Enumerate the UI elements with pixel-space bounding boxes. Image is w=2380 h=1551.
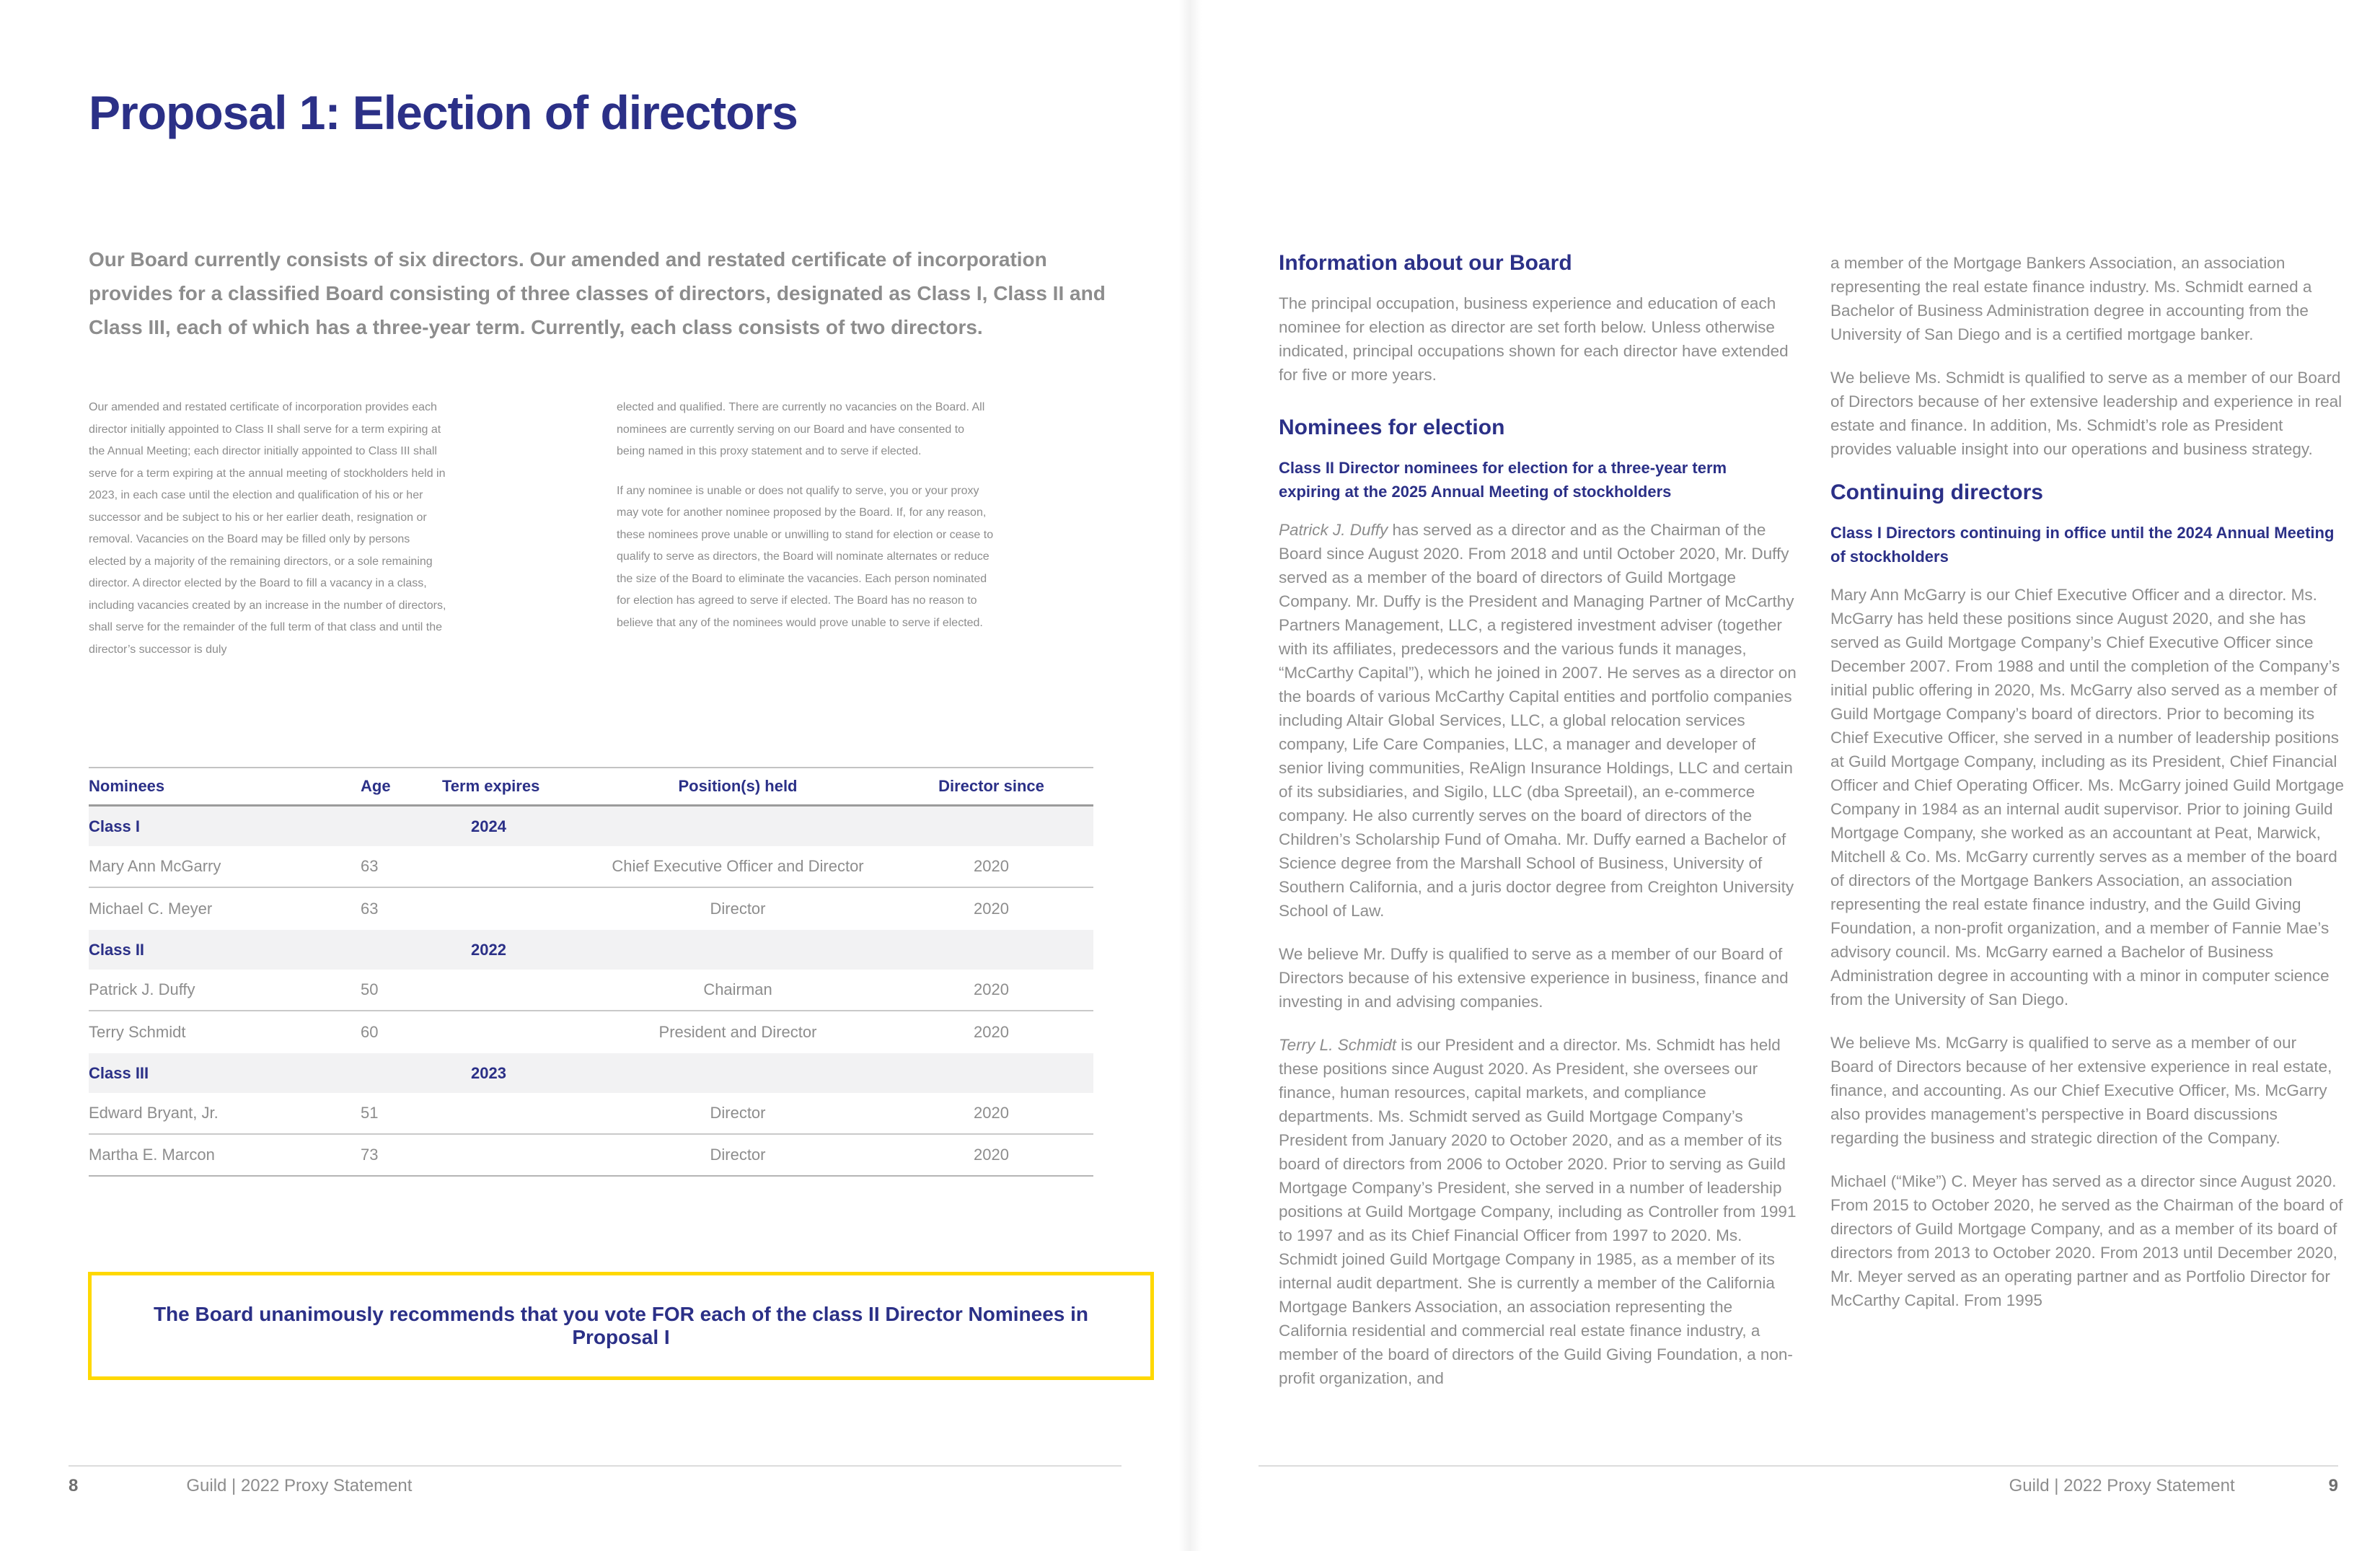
nominee-director-since: 2020 [974, 1146, 1009, 1164]
nominee-name: Edward Bryant, Jr. [89, 1104, 219, 1122]
qualification-paragraph-mcgarry: We believe Ms. McGarry is qualified to serve as a member of our Board of Directors because of her extensive experience in real estate, finance, and accounting. As our Chief Executive Officer, Ms. McGarry also provides management’s perspective in Board discussions regarding the business and strategic direction of the Company. [1830, 1034, 2332, 1147]
nominee-director-since: 2020 [974, 857, 1009, 875]
body-paragraph: elected and qualified. There are currently no vacancies on the Board. All nominees are currently serving on our Board and have consented to being named in this proxy statement and to serve if elected. [617, 401, 985, 457]
bio-text: has served as a director and as the Chairman of the Board since August 2020. From 2018 and until October 2020, Mr. Duffy served as a member of the board of directors of Guild Mortgage Company. Mr. Duffy is the President and Managing Partner of McCarthy Partners Management, LLC, a registered investment adviser (together with its affiliates, predecessors and the various funds it manages, “McCarthy Capital”), which he joined in 2007. He serves as a director on the boards of various McCarthy Capital entities and portfolio companies including Altair Global Services, LLC, a global relocation services company, Life Care Companies, LLC, a manager and developer of senior living communities, ReAlign Insurance Holdings, LLC and certain of its subsidiaries, and Sigilo, LLC (dba Spreetail), an e-commerce company. He also currently serves on the board of directors of the Children’s Scholarship Fund of Omaha. Mr. Duffy earned a Bachelor of Science degree from the Marshall School of Business, University of Southern California, and a juris doctor degree from Creighton University School of Law. [1279, 521, 1797, 920]
page-title: Proposal 1: Election of directors [89, 86, 798, 139]
page-spread-gutter [1178, 0, 1202, 1551]
right-page-column-2 [1830, 251, 2344, 1332]
nominee-age: 73 [361, 1146, 379, 1164]
nominee-name: Martha E. Marcon [89, 1146, 215, 1164]
nominee-director-since: 2020 [974, 900, 1009, 918]
nominee-director-since: 2020 [974, 980, 1009, 998]
footer-label: Guild | 2022 Proxy Statement [186, 1476, 413, 1495]
class-term-expires: 2022 [471, 940, 506, 959]
nominee-name: Patrick J. Duffy [89, 980, 195, 998]
nominee-age: 63 [361, 857, 379, 875]
footer-left [69, 1476, 412, 1496]
nominee-position: Director [710, 1104, 766, 1122]
footer-right [1259, 1476, 2338, 1496]
nominee-age: 60 [361, 1023, 379, 1041]
bio-paragraph-schmidt [1279, 1033, 1797, 1390]
col-header-term-expires: Term expires [442, 777, 540, 795]
nominee-position: Chairman [703, 980, 772, 998]
table-row [89, 1011, 1093, 1053]
nominee-name-lead: Terry L. Schmidt [1279, 1036, 1396, 1054]
table-row [89, 846, 1093, 888]
footer-divider [69, 1465, 1121, 1467]
nominee-position: Director [710, 1146, 766, 1164]
class-term-expires: 2023 [471, 1063, 506, 1082]
nominee-position: Director [710, 900, 766, 918]
bio-paragraph-meyer: Michael (“Mike”) C. Meyer has served as a director since August 2020. From 2015 to October 2020, he served as the Chairman of the board of directors of Guild Mortgage Company, and as a member of its board of directors from 2013 to October 2020. From 2013 until December 2020, Mr. Meyer served as an operating partner and as Portfolio Director for McCarthy Capital. From 1995 [1830, 1172, 2343, 1309]
body-paragraph: The principal occupation, business experience and education of each nominee for election as director are set forth below. Unless otherwise indicated, principal occupations shown for each director have extended for five or more years. [1279, 294, 1789, 384]
nominees-table [89, 767, 1093, 1177]
col-header-age: Age [361, 777, 391, 795]
col-header-nominees: Nominees [89, 777, 165, 795]
nominee-name: Michael C. Meyer [89, 900, 213, 918]
nominee-director-since: 2020 [974, 1104, 1009, 1122]
nominee-age: 50 [361, 980, 379, 998]
bio-paragraph-mcgarry: Mary Ann McGarry is our Chief Executive Officer and a director. Ms. McGarry has held these positions since August 2020, and she has served as Guild Mortgage Company’s Chief Executive Officer since December 2007. From 1988 and until the completion of the Company’s initial public offering in 2020, Ms. McGarry also served as a member of Guild Mortgage Company’s board of directors. Prior to becoming its Chief Executive Officer, she served in a number of leadership positions at Guild Mortgage Company, including as its President, Chief Financial Officer and Chief Operating Officer. Ms. McGarry joined Guild Mortgage Company in 1984 as an internal audit supervisor. Prior to joining Guild Mortgage Company, she worked as an accountant at Peat, Marwick, Mitchell & Co. Ms. McGarry currently serves as a member of the board of directors of the Mortgage Bankers Association, an association representing the real estate finance industry, and the Guild Giving Foundation, a non-profit organization, and a member of Fannie Mae’s advisory council. Ms. McGarry earned a Bachelor of Business Administration degree in accounting with a minor in computer science from the University of San Diego. [1830, 586, 2344, 1009]
col-header-director-since: Director since [938, 777, 1044, 795]
class-label: Class II [89, 940, 145, 959]
subheading-class-ii-nominees: Class II Director nominees for election for a three-year term expiring at the 2025 Annual Meeting of stockholders [1279, 459, 1727, 501]
nominee-position: Chief Executive Officer and Director [612, 857, 864, 875]
footer-divider [1259, 1465, 2338, 1467]
class-label: Class I [89, 817, 140, 835]
page-number: 9 [2328, 1476, 2338, 1495]
table-row [89, 1135, 1093, 1177]
subheading-class-i-directors: Class I Directors continuing in office until the 2024 Annual Meeting of stockholders [1830, 524, 2335, 566]
bio-continuation-paragraph: a member of the Mortgage Bankers Association, an association representing the real estate finance industry. Ms. Schmidt earned a Bachelor of Business Administration degree in accounting from the University of San Diego and is a certified mortgage banker. [1830, 254, 2312, 343]
board-recommendation-callout [88, 1272, 1154, 1380]
qualification-paragraph-schmidt: We believe Ms. Schmidt is qualified to serve as a member of our Board of Directors because of her extensive leadership and experience in real estate and finance. In addition, Ms. Schmidt’s role as President provides valuable insight into our operations and business strategy. [1830, 369, 2342, 458]
class-group-row [89, 930, 1093, 970]
class-group-row [89, 1053, 1093, 1093]
table-row [89, 970, 1093, 1011]
section-heading-information-about-board: Information about our Board [1279, 251, 1572, 275]
class-term-expires: 2024 [471, 817, 506, 835]
left-page-column-2 [617, 397, 995, 634]
nominee-position: President and Director [658, 1023, 817, 1041]
right-page-column-1 [1279, 251, 1797, 1410]
class-label: Class III [89, 1063, 149, 1082]
table-row [89, 1093, 1093, 1135]
nominee-name-lead: Patrick J. Duffy [1279, 521, 1388, 539]
nominee-age: 63 [361, 900, 379, 918]
left-page-column-1 [89, 397, 449, 661]
section-heading-nominees-for-election: Nominees for election [1279, 416, 1505, 439]
bio-paragraph-duffy [1279, 518, 1797, 923]
intro-paragraph: Our Board currently consists of six directors. Our amended and restated certificate of incorporation provides for a classified Board consisting of three classes of directors, designated as Class I, Class II and Class III, each of which has a three-year term. Currently, each class consists of two directors. [89, 248, 1106, 338]
bio-text: is our President and a director. Ms. Schmidt has held these positions since August 2020. As President, she oversees our finance, human resources, capital markets, and compliance departments. Ms. Schmidt served as Guild Mortgage Company’s President from January 2020 to October 2020, and as a member of its board of directors from 2006 to October 2020. Prior to serving as Guild Mortgage Company’s President, she served in a number of leadership positions at Guild Mortgage Company, including as Controller from 1991 to 1997 and as its Chief Financial Officer from 1997 to 2020. Ms. Schmidt joined Guild Mortgage Company in 1985, as a member of its internal audit department. She is currently a member of the California Mortgage Bankers Association, an association representing the California residential and commercial real estate finance industry, a member of the board of directors of the Guild Giving Foundation, a non-profit organization, and [1279, 1036, 1797, 1387]
nominee-director-since: 2020 [974, 1023, 1009, 1041]
body-paragraph: Our amended and restated certificate of incorporation provides each director initially appointed to Class II shall serve for a term expiring at the Annual Meeting; each director initially appointed to Class III shall serve for a term expiring at the annual meeting of stockholders held in 2023, in each case until the election and qualification of his or her successor and be subject to his or her earlier death, resignation or removal. Vacancies on the Board may be filled only by persons elected by a majority of the remaining directors, or a sole remaining director. A director elected by the Board to fill a vacancy in a class, including vacancies created by an increase in the number of directors, shall serve for the remainder of the full term of that class and until the director’s successor is duly [89, 401, 446, 656]
table-row [89, 888, 1093, 930]
nominee-age: 51 [361, 1104, 379, 1122]
nominee-name: Mary Ann McGarry [89, 857, 221, 875]
qualification-paragraph-duffy: We believe Mr. Duffy is qualified to serve as a member of our Board of Directors because of his extensive experience in business, finance and investing in and advising companies. [1279, 945, 1789, 1011]
nominee-name: Terry Schmidt [89, 1023, 186, 1041]
body-paragraph: If any nominee is unable or does not qualify to serve, you or your proxy may vote for another nominee proposed by the Board. If, for any reason, these nominees prove unable or unwilling to stand for election or cease to qualify to serve as directors, the Board will nominate alternates or reduce the size of the Board to eliminate the vacancies. Each person nominated for election has agreed to serve if elected. The Board has no reason to believe that any of the nominees would prove unable to serve if elected. [617, 484, 994, 629]
section-heading-continuing-directors: Continuing directors [1830, 480, 2043, 504]
recommendation-text: The Board unanimously recommends that you vote FOR each of the class II Director Nominees in Proposal I [153, 1303, 1089, 1348]
table-header-row [89, 767, 1093, 807]
col-header-positions-held: Position(s) held [678, 777, 798, 795]
class-group-row [89, 807, 1093, 846]
page-number: 8 [69, 1476, 79, 1495]
footer-label: Guild | 2022 Proxy Statement [2009, 1476, 2235, 1495]
